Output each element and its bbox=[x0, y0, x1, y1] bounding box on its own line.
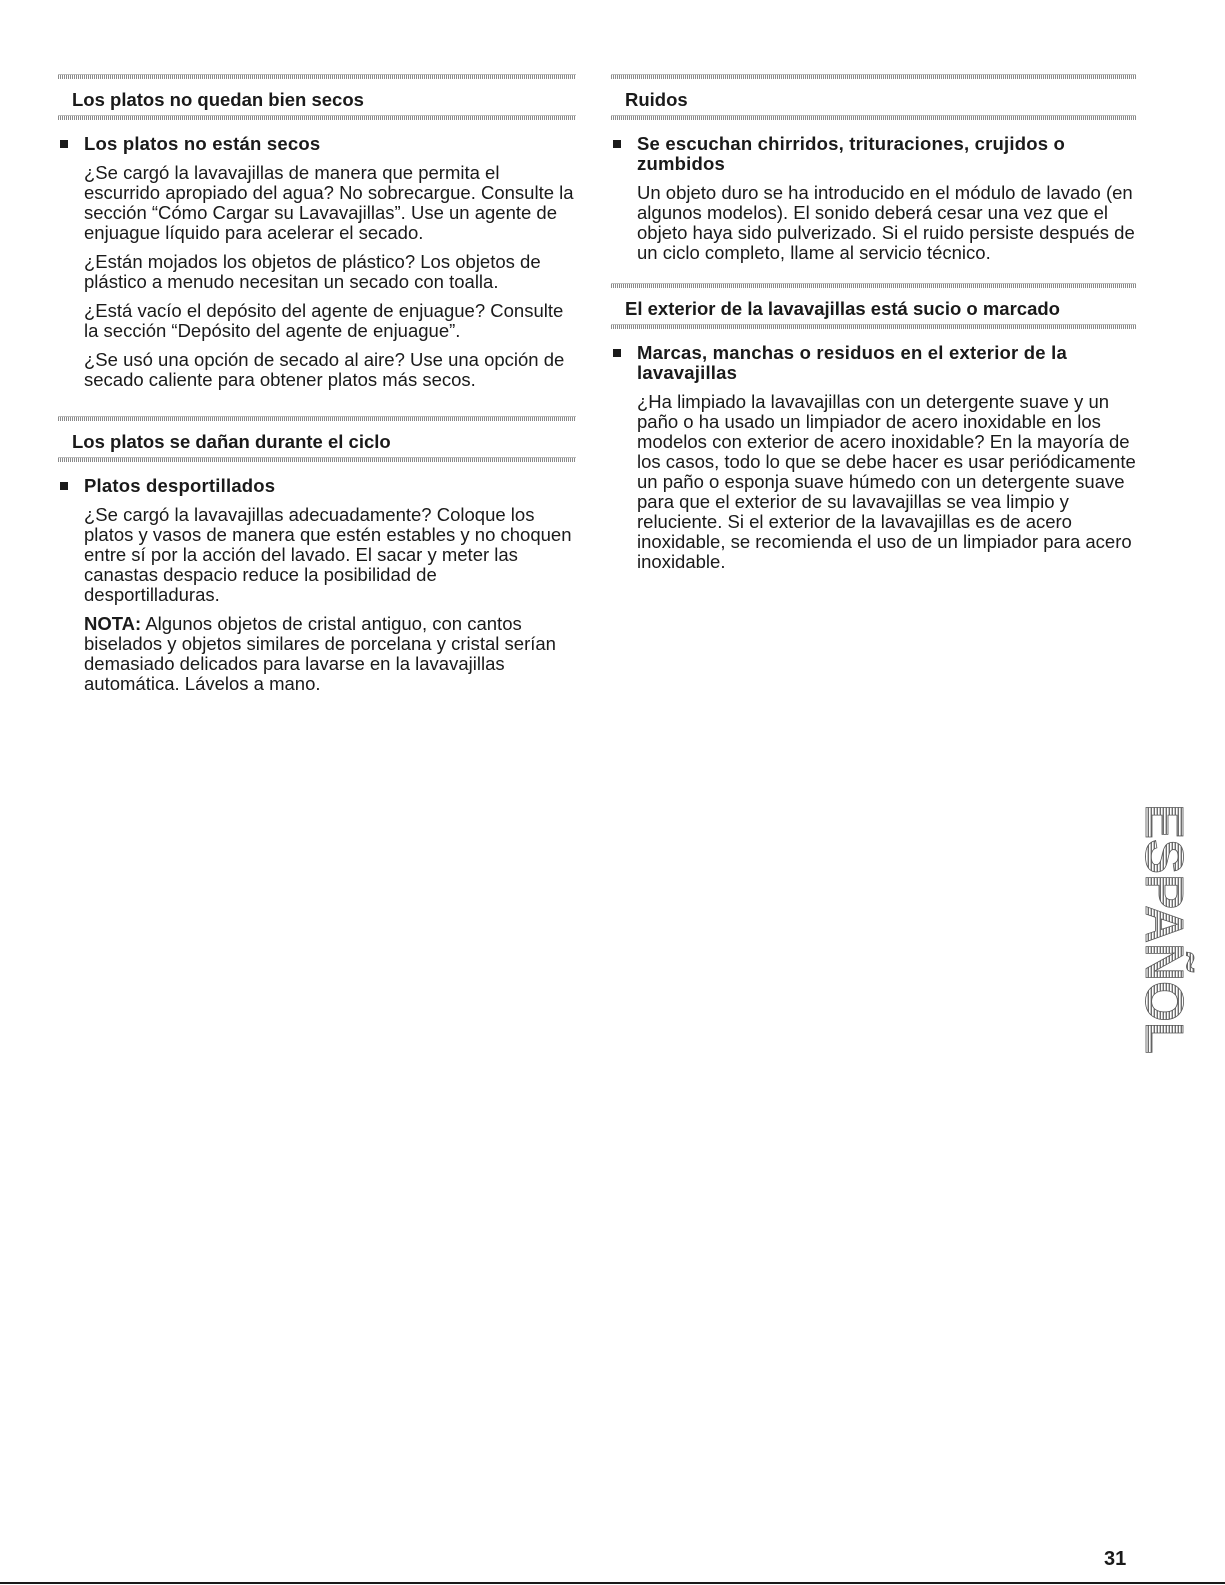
page-bottom-rule bbox=[0, 1582, 1225, 1584]
section-exterior-dirty bbox=[611, 283, 1136, 572]
item-heading-text: Se escuchan chirridos, trituraciones, crujidos o zumbidos bbox=[637, 133, 1066, 174]
item-heading bbox=[611, 343, 1136, 383]
left-column bbox=[58, 74, 576, 706]
list-item bbox=[58, 476, 576, 694]
list-item bbox=[611, 343, 1136, 572]
item-heading bbox=[58, 134, 576, 154]
item-heading bbox=[58, 476, 576, 496]
section-bottom-rule bbox=[58, 457, 576, 462]
paragraph: ¿Se cargó la lavavajillas adecuadamente? Coloque los platos y vasos de manera que estén estables y no choquen entre sí por la acción del lavado. El sacar y meter las canastas despacio reduce la posibilidad de desportilladuras. bbox=[84, 504, 572, 605]
section-bottom-rule bbox=[611, 115, 1136, 120]
page-number: 31 bbox=[1104, 1548, 1127, 1570]
language-side-label-graphic bbox=[1116, 804, 1196, 1066]
note-text: Algunos objetos de cristal antiguo, con cantos biselados y objetos similares de porcelana y cristal serían demasiado delicados para lavarse en la lavavajillas automática. Lávelos a mano. bbox=[84, 613, 556, 694]
list-item bbox=[611, 134, 1136, 263]
section-bottom-rule bbox=[58, 115, 576, 120]
square-bullet-icon bbox=[613, 140, 621, 148]
side-label-text: ESPAÑOL bbox=[1134, 804, 1194, 1062]
item-heading-text: Marcas, manchas o residuos en el exterior de la lavavajillas bbox=[637, 342, 1067, 383]
section-title: Ruidos bbox=[625, 89, 688, 110]
item-heading bbox=[611, 134, 1136, 174]
language-side-label bbox=[1116, 804, 1196, 1066]
paragraph: Un objeto duro se ha introducido en el módulo de lavado (en algunos modelos). El sonido deberá cesar una vez que el objeto haya sido pulverizado. Si el ruido persiste después de un ciclo completo, llame al servicio técnico. bbox=[637, 182, 1135, 263]
note-label: NOTA: bbox=[84, 613, 142, 634]
section-title: El exterior de la lavavajillas está sucio o marcado bbox=[625, 298, 1060, 319]
item-heading-text: Los platos no están secos bbox=[84, 133, 321, 154]
section-bottom-rule bbox=[611, 324, 1136, 329]
section-dishes-not-dry bbox=[58, 74, 576, 390]
section-noises bbox=[611, 74, 1136, 263]
paragraph: ¿Está vacío el depósito del agente de enjuague? Consulte la sección “Depósito del agente de enjuague”. bbox=[84, 300, 564, 341]
paragraph: ¿Se cargó la lavavajillas de manera que permita el escurrido apropiado del agua? No sobrecargue. Consulte la sección “Cómo Cargar su Lavavajillas”. Use un agente de enjuague líquido para acelerar el secado. bbox=[84, 162, 574, 243]
note-paragraph bbox=[84, 614, 576, 694]
paragraph: ¿Están mojados los objetos de plástico? Los objetos de plástico a menudo necesitan un secado con toalla. bbox=[84, 251, 541, 292]
list-item bbox=[58, 134, 576, 390]
section-title: Los platos no quedan bien secos bbox=[72, 89, 364, 110]
paragraph: ¿Ha limpiado la lavavajillas con un detergente suave y un paño o ha usado un limpiador de acero inoxidable en los modelos con exterior de acero inoxidable? En la mayoría de los casos, todo lo que se debe hacer es usar periódicamente un paño o esponja suave húmedo con un detergente suave para que el exterior de su lavavajillas se vea limpio y reluciente. Si el exterior de la lavavajillas es de acero inoxidable, se recomienda el uso de un limpiador para acero inoxidable. bbox=[637, 391, 1136, 572]
square-bullet-icon bbox=[60, 482, 68, 490]
right-column bbox=[611, 74, 1136, 584]
square-bullet-icon bbox=[613, 349, 621, 357]
square-bullet-icon bbox=[60, 140, 68, 148]
item-heading-text: Platos desportillados bbox=[84, 475, 276, 496]
paragraph: ¿Se usó una opción de secado al aire? Use una opción de secado caliente para obtener platos más secos. bbox=[84, 349, 565, 390]
section-title: Los platos se dañan durante el ciclo bbox=[72, 431, 391, 452]
section-dishes-damaged bbox=[58, 416, 576, 694]
